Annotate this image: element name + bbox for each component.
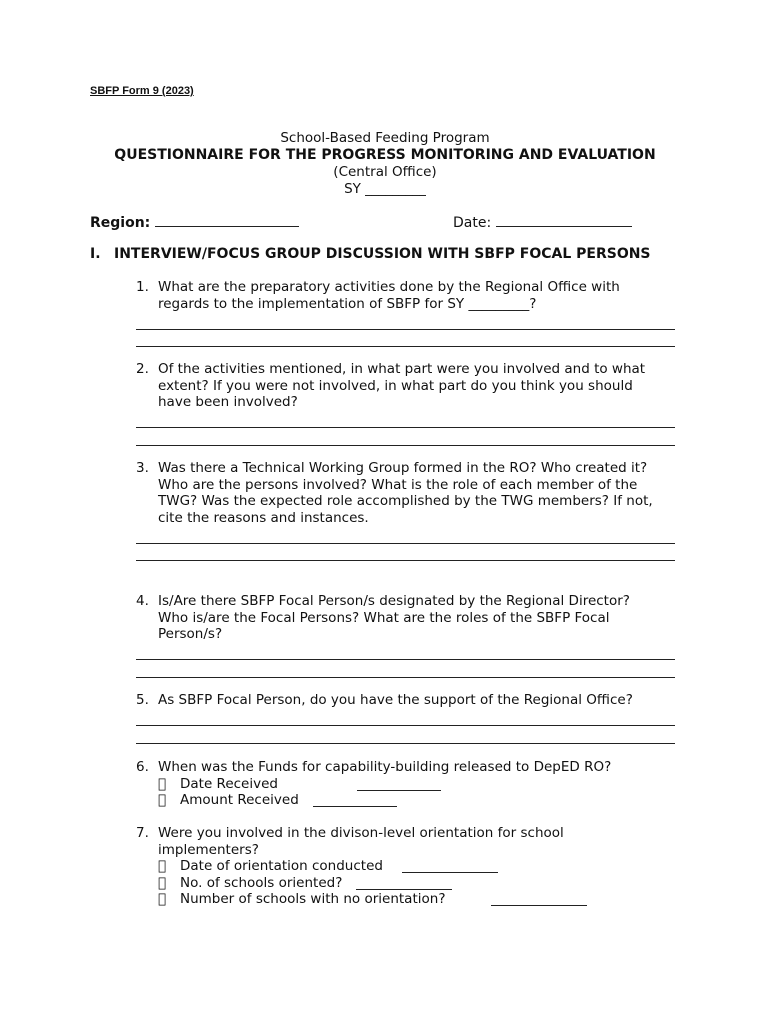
question-text: Were you involved in the divison-level orientation for school xyxy=(158,825,564,841)
question-text: Who are the persons involved? What is the role of each member of the xyxy=(158,476,638,493)
school-year-field[interactable]: SY _________ xyxy=(344,181,426,197)
list-item xyxy=(136,875,681,892)
program-name: School-Based Feeding Program xyxy=(280,130,490,146)
question-text: What are the preparatory activities done by the Regional Office with xyxy=(158,279,620,295)
answer-line[interactable] xyxy=(136,411,675,429)
checkbox-icon[interactable] xyxy=(158,792,180,809)
answer-blank[interactable] xyxy=(402,858,498,873)
question-4 xyxy=(136,593,681,678)
page-title: QUESTIONNAIRE FOR THE PROGRESS MONITORING AND EVALUATION xyxy=(114,147,656,163)
item-label: Date Received xyxy=(180,775,278,792)
date-blank[interactable] xyxy=(496,212,632,227)
region-blank[interactable] xyxy=(155,212,299,227)
item-label: No. of schools oriented? xyxy=(180,874,343,891)
answer-line[interactable] xyxy=(136,330,675,348)
question-text: have been involved? xyxy=(158,394,298,411)
question-text: implementers? xyxy=(158,841,259,858)
question-text: regards to the implementation of SBFP for SY _________? xyxy=(158,295,537,312)
question-2 xyxy=(136,361,681,446)
checkbox-icon[interactable] xyxy=(158,875,180,892)
question-number: 4. xyxy=(136,593,149,609)
question-7 xyxy=(136,825,681,908)
question-text: Was there a Technical Working Group formed in the RO? Who created it? xyxy=(158,460,648,476)
checkbox-icon[interactable] xyxy=(158,891,180,908)
item-label: Amount Received xyxy=(180,792,299,809)
list-item xyxy=(136,792,681,809)
answer-line[interactable] xyxy=(136,643,675,661)
answer-line[interactable] xyxy=(136,526,675,544)
date-label: Date: xyxy=(453,215,492,231)
question-text: As SBFP Focal Person, do you have the support of the Regional Office? xyxy=(158,692,633,708)
list-item xyxy=(136,776,681,793)
question-3 xyxy=(136,460,681,561)
answer-line[interactable] xyxy=(136,428,675,446)
question-5 xyxy=(136,692,681,744)
answer-line[interactable] xyxy=(136,726,675,744)
answer-blank[interactable] xyxy=(313,792,397,807)
question-6 xyxy=(136,759,681,809)
date-field[interactable] xyxy=(453,212,632,231)
checkbox-icon[interactable] xyxy=(158,776,180,793)
item-label: Number of schools with no orientation? xyxy=(180,891,446,908)
list-item xyxy=(136,858,681,875)
section-title: INTERVIEW/FOCUS GROUP DISCUSSION WITH SBFP FOCAL PERSONS xyxy=(114,246,651,262)
question-text: Of the activities mentioned, in what part were you involved and to what xyxy=(158,361,646,377)
list-item xyxy=(136,891,681,908)
question-number: 5. xyxy=(136,692,149,708)
checkbox-icon[interactable] xyxy=(158,858,180,875)
answer-line[interactable] xyxy=(136,312,675,330)
section-number: I. xyxy=(90,246,101,262)
question-text: TWG? Was the expected role accomplished by the TWG members? If not, xyxy=(158,493,653,510)
answer-line[interactable] xyxy=(136,544,675,562)
question-number: 2. xyxy=(136,361,149,377)
document-header xyxy=(0,130,770,198)
form-code: SBFP Form 9 (2023) xyxy=(90,85,194,97)
question-text: Person/s? xyxy=(158,626,223,643)
question-number: 3. xyxy=(136,460,149,476)
question-number: 1. xyxy=(136,279,149,295)
section-heading xyxy=(90,246,651,262)
answer-blank[interactable] xyxy=(357,776,441,791)
question-text: extent? If you were not involved, in what part do you think you should xyxy=(158,377,633,394)
office-label: (Central Office) xyxy=(333,164,437,180)
question-number: 6. xyxy=(136,759,149,775)
question-number: 7. xyxy=(136,825,149,841)
question-text: cite the reasons and instances. xyxy=(158,509,369,526)
answer-line[interactable] xyxy=(136,660,675,678)
answer-blank[interactable] xyxy=(356,875,452,890)
question-text: Is/Are there SBFP Focal Person/s designated by the Regional Director? xyxy=(158,593,630,609)
answer-line[interactable] xyxy=(136,709,675,727)
region-field[interactable] xyxy=(90,212,299,231)
answer-blank[interactable] xyxy=(491,891,587,906)
question-text: When was the Funds for capability-building released to DepED RO? xyxy=(158,759,612,775)
item-label: Date of orientation conducted xyxy=(180,858,383,875)
question-text: Who is/are the Focal Persons? What are the roles of the SBFP Focal xyxy=(158,609,610,626)
question-1 xyxy=(136,279,681,347)
region-label: Region: xyxy=(90,215,151,231)
